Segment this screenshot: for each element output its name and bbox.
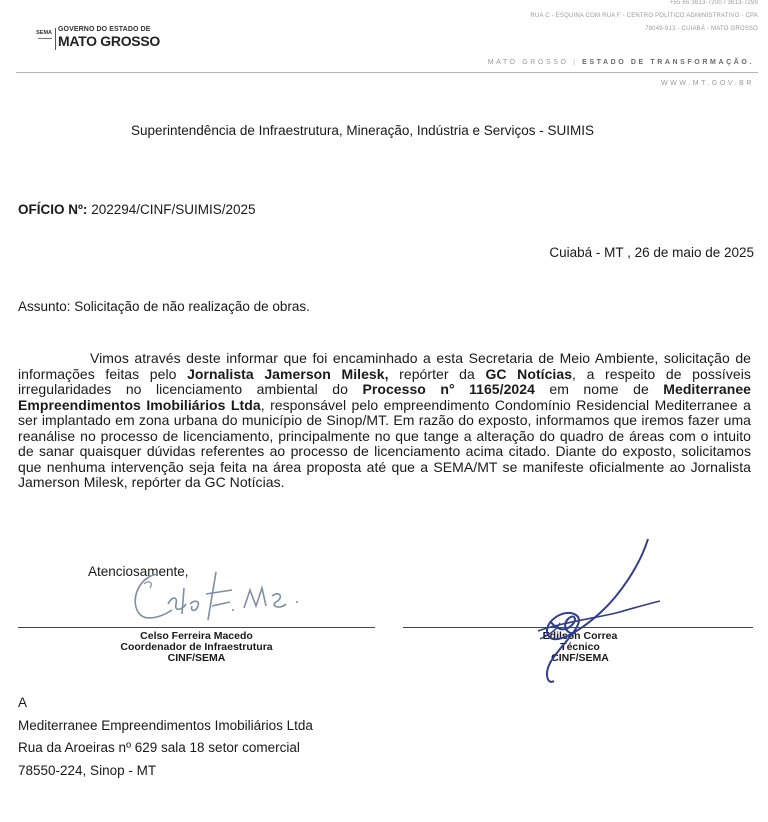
body-bold-outlet: GC Notícias	[485, 365, 573, 382]
header-slogan: MATO GROSSO | ESTADO DE TRANSFORMAÇÃO.	[487, 59, 754, 66]
signer-left-role: Coordenador de Infraestrutura	[120, 641, 273, 653]
document-date: Cuiabá - MT , 26 de maio de 2025	[549, 245, 754, 260]
signer-left-name: Celso Ferreira Macedo	[140, 630, 253, 642]
handwritten-signature-left	[120, 560, 320, 632]
slogan-bold: ESTADO DE TRANSFORMAÇÃO.	[582, 59, 754, 66]
government-logo-line2: MATO GROSSO	[58, 33, 160, 49]
recipient-company: Mediterranee Empreendimentos Imobiliários Ltda	[18, 718, 313, 733]
body-bold-journalist: Jornalista Jamerson Milesk,	[187, 365, 389, 382]
header-phone: +55 65 3613-7200 / 3613-7299	[669, 0, 758, 6]
recipient-prefix: A	[18, 695, 28, 710]
header-address: RUA C - ESQUINA COM RUA F - CENTRO POLÍTICO ADMINISTRATIVO - CPA	[530, 13, 758, 19]
slogan-light: MATO GROSSO	[487, 59, 569, 66]
government-logo	[58, 26, 160, 49]
recipient-address: Rua da Aroeiras nº 629 sala 18 setor comercial	[18, 740, 300, 755]
body-bold-process: Processo n° 1165/2024	[362, 381, 535, 397]
body-paragraph	[18, 351, 751, 491]
oficio-number	[18, 202, 256, 217]
oficio-value: 202294/CINF/SUIMIS/2025	[91, 202, 256, 217]
logo-divider	[55, 28, 56, 50]
sema-logo	[26, 30, 52, 40]
signature-line-left	[18, 627, 375, 628]
header-website: WWW.MT.GOV.BR	[660, 80, 754, 87]
department-title: Superintendência de Infraestrutura, Mineração, Indústria e Serviços - SUIMIS	[131, 123, 594, 138]
handwritten-signature-right	[520, 535, 670, 690]
government-logo-line1: GOVERNO DO ESTADO DE	[58, 26, 151, 33]
body-bold-company: Mediterranee Empreendimentos Imobiliários Ltda	[18, 381, 752, 413]
body-text-5: , responsável pelo empreendimento Condomínio Residencial Mediterranee a ser implantado em zona urbana do município de Sinop/MT. Em razão do exposto, informamos que iremos fazer uma reanálise no processo de licenciamento, principalmente no que tange a alteração do quadro de áreas com o intuito de sanar quaisquer dúvidas referentes ao processo de licenciamento acima citado. Diante do exposto, solicitamos que nenhuma intervenção seja feita na área proposta até que a SEMA/MT se manifeste oficialmente ao Jornalista Jamerson Milesk, repórter da GC Notícias.	[18, 396, 751, 490]
body-text-1: Vimos através deste informar que foi encaminhado a esta Secretaria de Meio Ambiente, solicitação de informações feitas pelo	[18, 350, 751, 382]
body-text-2: repórter da	[388, 365, 486, 382]
subject-line: Assunto: Solicitação de não realização de obras.	[18, 299, 310, 314]
signer-right-name: Edilson Correa	[542, 630, 618, 642]
signature-block-left	[18, 631, 375, 664]
header-cep: 78049-913 - CUIABÁ - MATO GROSSO	[645, 26, 758, 32]
recipient-city: 78550-224, Sinop - MT	[18, 763, 157, 778]
sema-logo-graphic: ▬▬▬▬	[38, 36, 52, 40]
closing: Atenciosamente,	[88, 564, 189, 579]
signer-left-unit: CINF/SEMA	[167, 652, 226, 664]
header-divider	[16, 72, 758, 73]
oficio-label: OFÍCIO Nº:	[18, 202, 88, 217]
body-text-4: em nome de	[534, 381, 664, 397]
signer-right-unit: CINF/SEMA	[551, 652, 609, 664]
body-text-3: , a respeito de possíveis irregularidades no licenciamento ambiental do	[18, 365, 751, 397]
signer-right-role: Técnico	[560, 641, 600, 653]
sema-logo-text: SEMA	[36, 30, 52, 36]
